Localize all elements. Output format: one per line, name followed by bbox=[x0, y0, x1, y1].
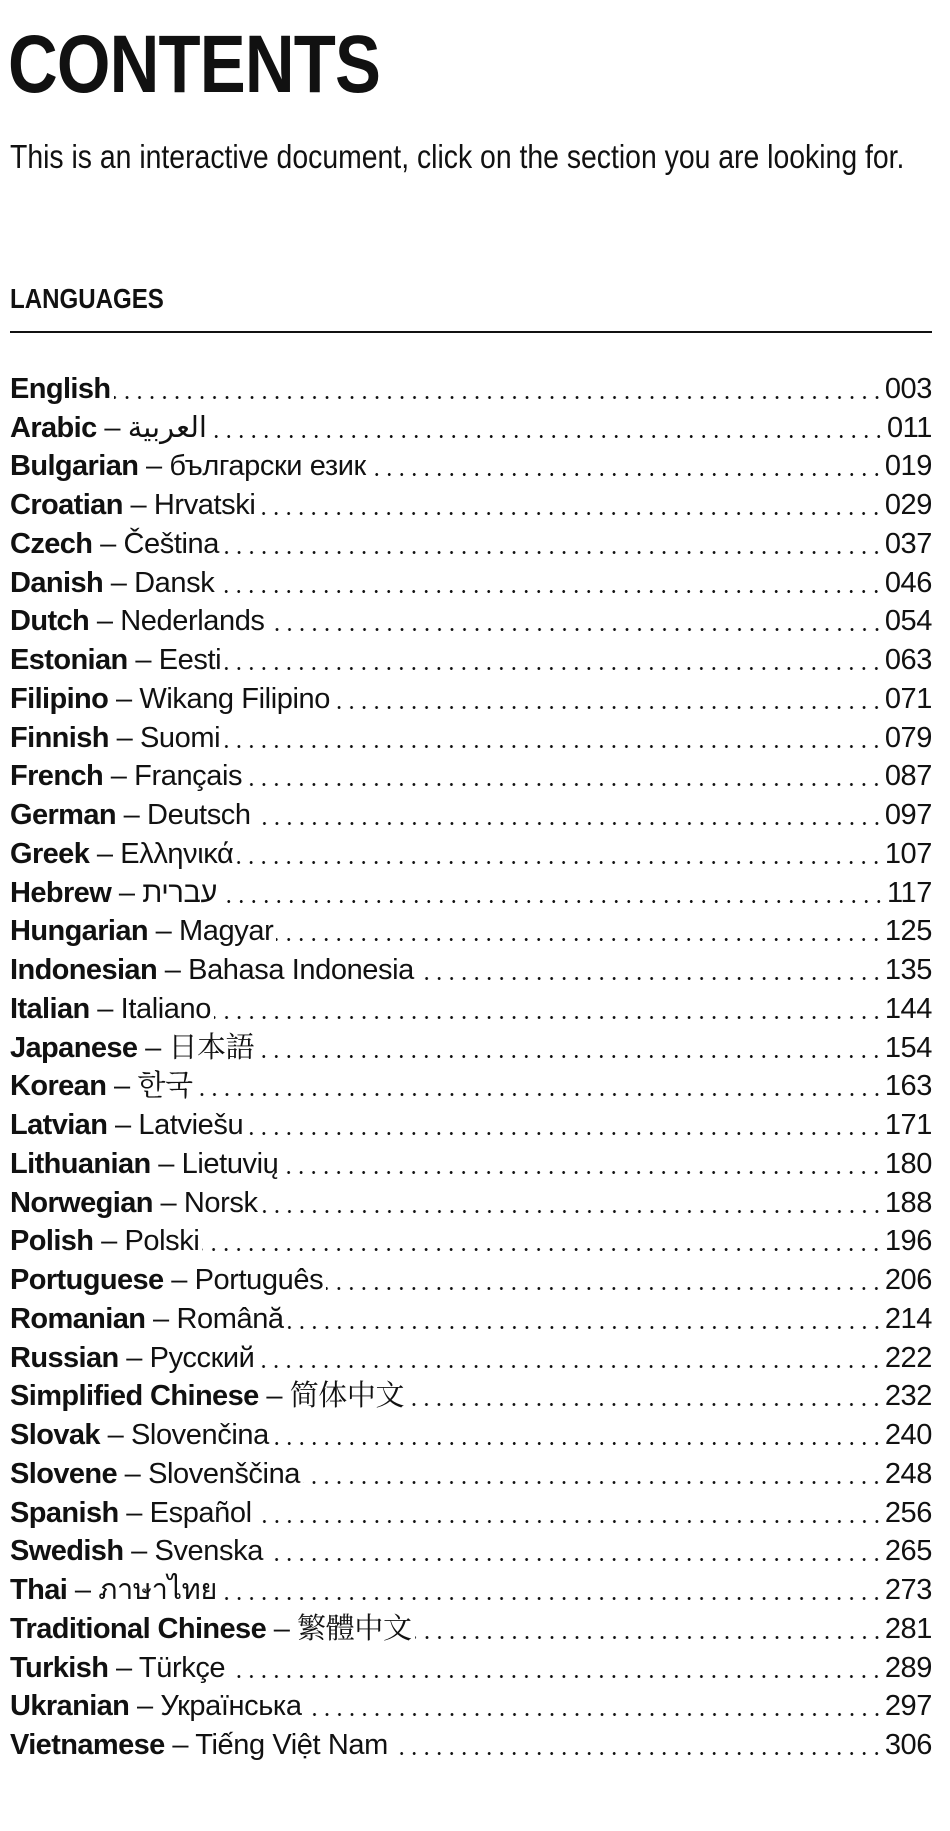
name-separator: – bbox=[89, 605, 121, 638]
dot-leader bbox=[220, 900, 885, 903]
name-separator: – bbox=[107, 1109, 139, 1141]
name-separator: – bbox=[138, 450, 170, 483]
dot-leader bbox=[258, 512, 882, 515]
toc-entry-label bbox=[10, 757, 242, 795]
page-number: 107 bbox=[884, 837, 932, 870]
toc-entry-korean[interactable] bbox=[10, 1067, 932, 1106]
toc-entry-italian[interactable] bbox=[10, 989, 932, 1028]
toc-entry-label bbox=[10, 602, 265, 640]
language-name: Romanian bbox=[10, 1302, 146, 1335]
language-name: Vietnamese bbox=[10, 1729, 165, 1761]
toc-entry-ukranian[interactable] bbox=[10, 1687, 932, 1726]
page-number: 196 bbox=[884, 1225, 932, 1258]
toc-entry-label bbox=[10, 1339, 254, 1377]
language-name: Norwegian bbox=[10, 1186, 153, 1219]
name-separator: – bbox=[164, 1729, 196, 1761]
language-name: Simplified Chinese bbox=[10, 1380, 259, 1413]
page-number: 256 bbox=[884, 1496, 932, 1529]
name-separator: – bbox=[258, 1380, 290, 1413]
native-language-name: Русский bbox=[149, 1341, 255, 1374]
name-separator: – bbox=[150, 1147, 182, 1180]
dot-leader bbox=[224, 667, 883, 670]
name-separator: – bbox=[266, 1612, 298, 1645]
toc-entry-slovene[interactable] bbox=[10, 1454, 932, 1493]
name-separator: – bbox=[89, 837, 121, 870]
page-number: 297 bbox=[884, 1690, 932, 1723]
toc-entry-label bbox=[10, 1184, 258, 1222]
language-name: Slovak bbox=[10, 1419, 100, 1451]
name-separator: – bbox=[118, 1496, 150, 1529]
toc-entry-label bbox=[10, 1377, 404, 1415]
native-language-name: Čeština bbox=[123, 527, 219, 560]
dot-leader bbox=[228, 1675, 883, 1678]
toc-entry-label bbox=[10, 951, 414, 989]
page-number: 180 bbox=[884, 1147, 932, 1180]
language-name: Slovene bbox=[10, 1457, 118, 1490]
page-number: 281 bbox=[884, 1612, 932, 1645]
toc-entry-label bbox=[10, 1649, 225, 1687]
toc-entry-bulgarian[interactable] bbox=[10, 447, 932, 486]
page-number: 232 bbox=[884, 1380, 932, 1413]
name-separator: – bbox=[127, 644, 159, 676]
native-language-name: Українська bbox=[160, 1690, 302, 1723]
toc-entry-label bbox=[10, 1106, 243, 1144]
toc-entry-label bbox=[10, 1300, 284, 1338]
toc-entry-label bbox=[10, 680, 330, 718]
toc-entry-label bbox=[10, 1687, 302, 1725]
language-name: Arabic bbox=[10, 411, 97, 444]
dot-leader bbox=[254, 822, 883, 825]
page-number: 037 bbox=[884, 527, 932, 560]
native-language-name: עברית bbox=[142, 876, 217, 909]
page-number: 306 bbox=[884, 1729, 932, 1761]
language-name: Czech bbox=[10, 527, 93, 560]
page-number: 117 bbox=[886, 876, 932, 909]
dot-leader bbox=[391, 1752, 883, 1755]
toc-entry-spanish[interactable] bbox=[10, 1493, 932, 1532]
native-language-name: Lietuvių bbox=[181, 1147, 279, 1180]
language-name: French bbox=[10, 760, 104, 793]
toc-entry-japanese[interactable] bbox=[10, 1028, 932, 1067]
native-language-name: Nederlands bbox=[120, 605, 265, 638]
page-number: 289 bbox=[884, 1651, 932, 1684]
language-name: Latvian bbox=[10, 1109, 108, 1141]
language-name: Estonian bbox=[10, 644, 128, 676]
toc-entry-label bbox=[10, 486, 255, 524]
dot-leader bbox=[268, 628, 883, 631]
toc-entry-estonian[interactable] bbox=[10, 640, 932, 679]
toc-entry-simplified-chinese[interactable] bbox=[10, 1377, 932, 1416]
language-name: Swedish bbox=[10, 1535, 124, 1568]
toc-entry-label bbox=[10, 835, 233, 873]
toc-entry-czech[interactable] bbox=[10, 524, 932, 563]
toc-entry-german[interactable] bbox=[10, 795, 932, 834]
page-number: 265 bbox=[884, 1535, 932, 1568]
native-language-name: Español bbox=[149, 1496, 252, 1529]
toc-entry-label bbox=[10, 564, 214, 602]
name-separator: – bbox=[122, 489, 154, 521]
toc-entry-label bbox=[10, 990, 211, 1028]
language-name: Traditional Chinese bbox=[10, 1612, 267, 1645]
dot-leader bbox=[236, 861, 882, 864]
page-number: 003 bbox=[884, 372, 932, 405]
toc-entry-label bbox=[10, 1571, 217, 1609]
native-language-name: 한국 bbox=[137, 1070, 193, 1103]
dot-leader bbox=[202, 1248, 882, 1251]
page-number: 248 bbox=[884, 1457, 932, 1490]
dot-leader bbox=[326, 1287, 883, 1290]
language-name: Japanese bbox=[10, 1031, 138, 1064]
native-language-name: Magyar bbox=[179, 915, 274, 948]
dot-leader bbox=[303, 1481, 883, 1484]
page-number: 135 bbox=[884, 954, 932, 986]
dot-leader bbox=[276, 938, 882, 941]
toc-entry-label bbox=[10, 874, 217, 912]
language-name: Turkish bbox=[10, 1651, 109, 1684]
name-separator: – bbox=[129, 1690, 161, 1723]
toc-entry-russian[interactable] bbox=[10, 1338, 932, 1377]
page-number: 144 bbox=[884, 992, 932, 1025]
native-language-name: العربية bbox=[127, 411, 207, 444]
toc-entry-label bbox=[10, 912, 273, 950]
native-language-name: Wikang Filipino bbox=[139, 682, 330, 715]
name-separator: – bbox=[106, 1070, 138, 1103]
dot-leader bbox=[214, 1016, 883, 1019]
toc-entry-norwegian[interactable] bbox=[10, 1183, 932, 1222]
name-separator: – bbox=[148, 915, 180, 948]
name-separator: – bbox=[137, 1031, 169, 1064]
toc-entry-hebrew[interactable] bbox=[10, 873, 932, 912]
dot-leader bbox=[417, 977, 883, 980]
native-language-name: Norsk bbox=[183, 1186, 258, 1219]
page-number: 273 bbox=[884, 1574, 932, 1606]
intro-text: This is an interactive document, click on the section you are looking for. bbox=[10, 138, 905, 175]
toc-entry-vietnamese[interactable] bbox=[10, 1725, 932, 1764]
native-language-name: Slovenčina bbox=[130, 1419, 269, 1451]
toc-entry-label bbox=[10, 1494, 252, 1532]
toc-entry-label bbox=[10, 1455, 300, 1493]
toc-entry-french[interactable] bbox=[10, 757, 932, 796]
dot-leader bbox=[407, 1403, 883, 1406]
toc-entry-label bbox=[10, 447, 366, 485]
name-separator: – bbox=[108, 682, 140, 715]
page-number: 171 bbox=[884, 1109, 932, 1141]
language-name: Lithuanian bbox=[10, 1147, 151, 1180]
native-language-name: 简体中文 bbox=[289, 1380, 405, 1413]
dot-leader bbox=[266, 1558, 883, 1561]
native-language-name: Suomi bbox=[139, 721, 221, 754]
language-name: Danish bbox=[10, 566, 104, 599]
toc-entry-label bbox=[10, 1726, 388, 1764]
dot-leader bbox=[333, 706, 883, 709]
language-name: Croatian bbox=[10, 489, 123, 521]
name-separator: – bbox=[117, 1457, 149, 1490]
name-separator: – bbox=[93, 1225, 125, 1258]
page-number: 188 bbox=[884, 1186, 932, 1219]
language-name: Italian bbox=[10, 992, 90, 1025]
language-name: Dutch bbox=[10, 605, 90, 638]
language-name: Filipino bbox=[10, 682, 109, 715]
native-language-name: Bahasa Indonesia bbox=[188, 954, 414, 986]
name-separator: – bbox=[103, 566, 135, 599]
name-separator: – bbox=[108, 1651, 139, 1684]
section-heading: LANGUAGES bbox=[10, 283, 164, 314]
language-name: Thai bbox=[10, 1574, 68, 1606]
native-language-name: 日本語 bbox=[168, 1031, 255, 1064]
toc-entry-polish[interactable] bbox=[10, 1222, 932, 1261]
dot-leader bbox=[287, 1326, 883, 1329]
native-language-name: Ελληνικά bbox=[120, 837, 234, 870]
language-name: Spanish bbox=[10, 1496, 119, 1529]
native-language-name: български език bbox=[169, 450, 366, 483]
toc-entry-arabic[interactable] bbox=[10, 408, 932, 447]
dot-leader bbox=[305, 1713, 883, 1716]
name-separator: – bbox=[96, 411, 128, 444]
toc-entry-label bbox=[10, 1532, 263, 1570]
native-language-name: Hrvatski bbox=[153, 489, 256, 521]
toc-entry-turkish[interactable] bbox=[10, 1648, 932, 1687]
toc-entry-latvian[interactable] bbox=[10, 1105, 932, 1144]
language-name: German bbox=[10, 799, 116, 831]
toc-entry-dutch[interactable] bbox=[10, 602, 932, 641]
page-number: 163 bbox=[884, 1070, 932, 1103]
page-number: 011 bbox=[886, 411, 932, 444]
page-number: 063 bbox=[884, 644, 932, 676]
toc-entry-croatian[interactable] bbox=[10, 485, 932, 524]
native-language-name: 繁體中文 bbox=[297, 1612, 412, 1645]
language-name: English bbox=[10, 372, 111, 405]
language-name: Bulgarian bbox=[10, 450, 139, 483]
native-language-name: ภาษาไทย bbox=[98, 1574, 217, 1606]
toc-entry-label bbox=[10, 370, 111, 408]
toc-entry-label bbox=[10, 1610, 412, 1648]
native-language-name: Dansk bbox=[134, 566, 215, 599]
dot-leader bbox=[272, 1442, 883, 1445]
dot-leader bbox=[220, 1597, 883, 1600]
name-separator: – bbox=[111, 876, 143, 909]
dot-leader bbox=[196, 1093, 883, 1096]
native-language-name: Français bbox=[134, 760, 243, 793]
dot-leader bbox=[217, 590, 882, 593]
page-number: 054 bbox=[884, 605, 932, 638]
language-name: Hungarian bbox=[10, 915, 148, 948]
dot-leader bbox=[369, 473, 883, 476]
toc-entry-english[interactable] bbox=[10, 369, 932, 408]
toc-entry-greek[interactable] bbox=[10, 834, 932, 873]
page-number: 019 bbox=[884, 450, 932, 483]
dot-leader bbox=[222, 551, 883, 554]
dot-leader bbox=[257, 1365, 882, 1368]
dot-leader bbox=[261, 1210, 883, 1213]
language-name: Russian bbox=[10, 1341, 119, 1374]
name-separator: – bbox=[152, 1186, 184, 1219]
languages-toc-list bbox=[10, 369, 932, 1764]
toc-entry-label bbox=[10, 1029, 254, 1067]
dot-leader bbox=[210, 435, 885, 438]
page-number: 087 bbox=[884, 760, 932, 793]
page-number: 029 bbox=[884, 489, 932, 521]
page-number: 125 bbox=[884, 915, 932, 948]
name-separator: – bbox=[145, 1302, 177, 1335]
native-language-name: Eesti bbox=[158, 644, 222, 676]
toc-entry-label bbox=[10, 1222, 199, 1260]
toc-entry-indonesian[interactable] bbox=[10, 950, 932, 989]
name-separator: – bbox=[157, 954, 189, 986]
toc-entry-hungarian[interactable] bbox=[10, 912, 932, 951]
native-language-name: Deutsch bbox=[147, 799, 251, 831]
toc-entry-label bbox=[10, 1067, 193, 1105]
name-separator: – bbox=[163, 1264, 195, 1296]
native-language-name: Svenska bbox=[154, 1535, 263, 1568]
toc-entry-finnish[interactable] bbox=[10, 718, 932, 757]
language-name: Portuguese bbox=[10, 1264, 164, 1296]
dot-leader bbox=[281, 1171, 882, 1174]
language-name: Hebrew bbox=[10, 876, 112, 909]
toc-entry-label bbox=[10, 525, 219, 563]
name-separator: – bbox=[99, 1419, 131, 1451]
name-separator: – bbox=[67, 1574, 99, 1606]
language-name: Polish bbox=[10, 1225, 94, 1258]
toc-entry-danish[interactable] bbox=[10, 563, 932, 602]
name-separator: – bbox=[92, 527, 124, 560]
native-language-name: Slovenščina bbox=[148, 1457, 301, 1490]
toc-entry-swedish[interactable] bbox=[10, 1532, 932, 1571]
page-title: CONTENTS bbox=[8, 19, 381, 110]
language-name: Korean bbox=[10, 1070, 107, 1103]
dot-leader bbox=[114, 396, 883, 399]
toc-entry-label bbox=[10, 796, 251, 834]
dot-leader bbox=[246, 1132, 883, 1135]
name-separator: – bbox=[118, 1341, 150, 1374]
page-number: 154 bbox=[884, 1031, 932, 1064]
toc-entry-label bbox=[10, 719, 220, 757]
page-number: 240 bbox=[884, 1419, 932, 1451]
native-language-name: Italiano bbox=[120, 992, 211, 1025]
toc-entry-label bbox=[10, 1416, 269, 1454]
dot-leader bbox=[245, 783, 883, 786]
native-language-name: Română bbox=[176, 1302, 284, 1335]
toc-entry-filipino[interactable] bbox=[10, 679, 932, 718]
page-number: 097 bbox=[884, 799, 932, 831]
toc-entry-romanian[interactable] bbox=[10, 1299, 932, 1338]
name-separator: – bbox=[116, 799, 148, 831]
toc-entry-label bbox=[10, 409, 207, 447]
native-language-name: Türkçe bbox=[138, 1651, 226, 1684]
page-number: 222 bbox=[884, 1341, 932, 1374]
section-divider bbox=[10, 331, 932, 333]
name-separator: – bbox=[123, 1535, 155, 1568]
toc-entry-label bbox=[10, 641, 221, 679]
page-number: 206 bbox=[884, 1264, 932, 1296]
dot-leader bbox=[415, 1636, 883, 1639]
page-number: 046 bbox=[884, 566, 932, 599]
native-language-name: Polski bbox=[124, 1225, 200, 1258]
name-separator: – bbox=[103, 760, 135, 793]
dot-leader bbox=[223, 745, 883, 748]
toc-entry-lithuanian[interactable] bbox=[10, 1144, 932, 1183]
name-separator: – bbox=[89, 992, 121, 1025]
toc-entry-traditional-chinese[interactable] bbox=[10, 1609, 932, 1648]
toc-entry-thai[interactable] bbox=[10, 1570, 932, 1609]
language-name: Ukranian bbox=[10, 1690, 130, 1723]
language-name: Greek bbox=[10, 837, 90, 870]
dot-leader bbox=[257, 1055, 883, 1058]
native-language-name: Latviešu bbox=[138, 1109, 244, 1141]
toc-entry-label bbox=[10, 1261, 323, 1299]
page-number: 071 bbox=[884, 682, 932, 715]
language-name: Indonesian bbox=[10, 954, 158, 986]
native-language-name: Português bbox=[194, 1264, 324, 1296]
toc-entry-slovak[interactable] bbox=[10, 1415, 932, 1454]
page-number: 214 bbox=[884, 1302, 932, 1335]
toc-entry-label bbox=[10, 1145, 278, 1183]
toc-entry-portuguese[interactable] bbox=[10, 1260, 932, 1299]
dot-leader bbox=[255, 1520, 883, 1523]
native-language-name: Tiếng Việt Nam bbox=[195, 1729, 388, 1761]
language-name: Finnish bbox=[10, 721, 109, 754]
page-number: 079 bbox=[884, 721, 932, 754]
name-separator: – bbox=[108, 721, 140, 754]
